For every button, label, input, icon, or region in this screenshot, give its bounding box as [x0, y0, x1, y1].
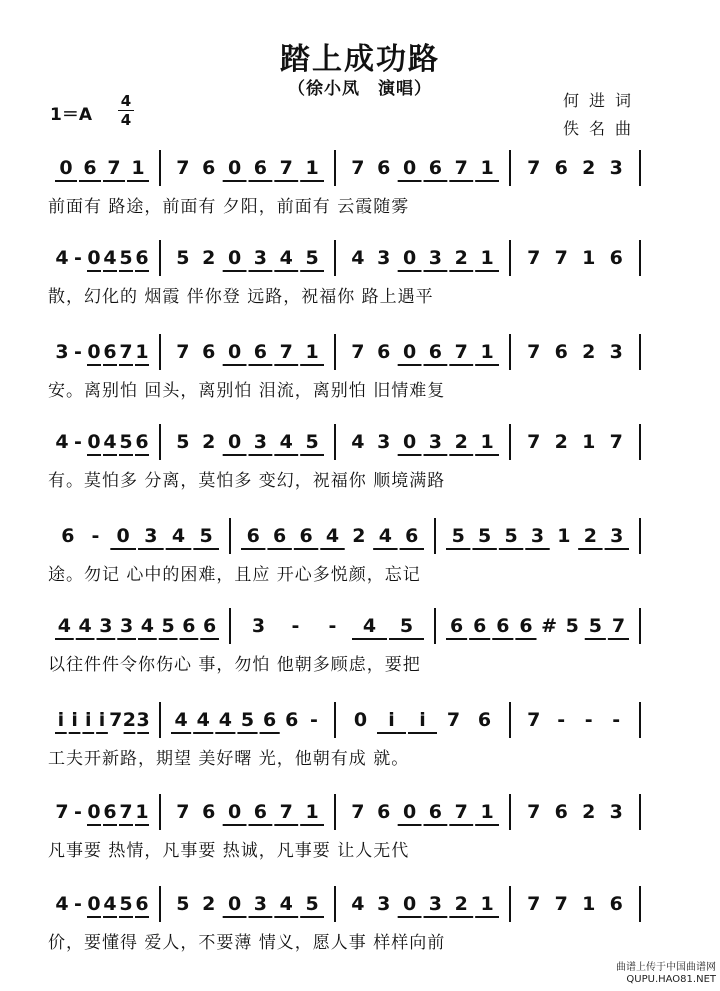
watermark	[616, 962, 716, 986]
note: 0	[227, 801, 242, 823]
time-signature-top: 4	[120, 92, 132, 110]
note: 7	[454, 341, 468, 363]
note: 1	[305, 801, 319, 823]
note: 6	[202, 157, 216, 179]
note: 6	[135, 247, 149, 269]
note: 0	[402, 157, 417, 179]
key-signature: 1＝A	[50, 105, 92, 125]
note: 6	[609, 893, 623, 915]
note: 7	[554, 893, 568, 915]
lyric-line: 散，幻化的 烟霞 伴你登 远路，祝福你 路上遇平	[48, 287, 434, 307]
note: 5	[305, 247, 319, 269]
note: 4	[351, 431, 365, 453]
note: 1	[582, 893, 596, 915]
note: 6	[554, 341, 568, 363]
time-signature-bottom: 4	[120, 111, 132, 129]
note: i	[98, 709, 106, 731]
note: 6	[203, 615, 217, 637]
note: 5	[161, 615, 175, 637]
lyric-line: 以往件件令你伤心 事，勿怕 他朝多顾虑，要把	[48, 655, 421, 675]
lyric-line: 途。勿记 心中的困难，且应 开心多悦颜，忘记	[48, 565, 421, 585]
note: 6	[253, 801, 268, 823]
note: 3	[136, 709, 150, 731]
note: 3	[609, 801, 623, 823]
note: 0	[402, 893, 417, 915]
note: 2	[202, 247, 216, 269]
note: 4	[55, 247, 69, 269]
note: 7	[351, 157, 365, 179]
note: 2	[454, 431, 468, 453]
note: 3	[144, 525, 158, 547]
note: 4	[196, 709, 210, 731]
note: 1	[582, 247, 596, 269]
note: 7	[611, 615, 626, 637]
note: 3	[428, 893, 443, 915]
note: 5	[240, 709, 255, 731]
note: 3	[377, 893, 391, 915]
note: 2	[582, 801, 596, 823]
note: -	[74, 431, 82, 453]
note: 7	[446, 709, 461, 731]
note: 1	[480, 893, 494, 915]
note: 2	[202, 893, 216, 915]
note: #	[541, 615, 558, 637]
note: 5	[451, 525, 465, 547]
note: i	[388, 709, 395, 731]
note: 6	[554, 157, 568, 179]
note: 5	[504, 525, 518, 547]
note: 4	[378, 525, 392, 547]
note: 0	[59, 157, 73, 179]
note: 7	[279, 157, 293, 179]
note: 6	[103, 801, 117, 823]
note: 0	[87, 893, 101, 915]
note: 4	[103, 247, 117, 269]
note: 4	[103, 893, 117, 915]
notation-system	[55, 150, 640, 186]
note: 1	[305, 157, 319, 179]
note: 6	[263, 709, 277, 731]
note: -	[291, 615, 300, 637]
note: i	[71, 709, 78, 731]
note: 7	[609, 431, 623, 453]
note: 4	[279, 247, 293, 269]
note: -	[328, 615, 337, 637]
note: 5	[176, 431, 190, 453]
notation-system	[61, 518, 640, 554]
note: 1	[480, 801, 494, 823]
note: 4	[55, 431, 69, 453]
note: 5	[305, 431, 319, 453]
note: 6	[473, 615, 487, 637]
lyric-line: 前面有 路途，前面有 夕阳，前面有 云霞随雾	[48, 197, 410, 217]
note: 4	[55, 893, 69, 915]
note: 7	[176, 157, 190, 179]
note: 7	[527, 431, 541, 453]
note: 0	[227, 157, 242, 179]
note: 7	[527, 709, 541, 731]
lyric-line: 凡事要 热情，凡事要 热诚，凡事要 让人无代	[48, 841, 410, 861]
note: 7	[527, 893, 541, 915]
note: 0	[227, 247, 242, 269]
note: 4	[171, 525, 186, 547]
note: 6	[428, 157, 443, 179]
note: 0	[227, 893, 242, 915]
note: i	[419, 709, 426, 731]
song-title: 踏上成功路	[280, 42, 440, 77]
note: 4	[218, 709, 232, 731]
note: -	[309, 709, 318, 731]
notation-system	[55, 334, 640, 370]
note: -	[584, 709, 593, 731]
note: 4	[351, 247, 365, 269]
notation-system	[55, 608, 640, 644]
note: 6	[449, 615, 464, 637]
note: 3	[530, 525, 545, 547]
note: 6	[61, 525, 75, 547]
note: 0	[87, 247, 101, 269]
note: -	[74, 341, 82, 363]
note: 2	[583, 525, 597, 547]
note: 3	[428, 431, 443, 453]
note: 3	[610, 525, 624, 547]
note: 7	[107, 157, 121, 179]
note: 4	[351, 893, 365, 915]
note: 3	[253, 247, 268, 269]
note: 4	[362, 615, 377, 637]
note: 6	[253, 157, 268, 179]
composer-credit: 佚名曲	[563, 119, 642, 138]
lyric-line: 工夫开新路，期望 美好曙 光，他朝有成 就。	[48, 749, 410, 769]
note: 6	[299, 525, 313, 547]
note: 7	[527, 247, 541, 269]
note: 6	[496, 615, 510, 637]
notation-system	[55, 702, 640, 738]
note: 3	[120, 615, 134, 637]
performer-line: （徐小凤 演唱）	[288, 79, 432, 99]
note: 7	[176, 801, 190, 823]
note: 6	[83, 157, 97, 179]
note: 6	[103, 341, 117, 363]
note: 1	[135, 801, 149, 823]
note: 6	[405, 525, 419, 547]
note: 7	[454, 157, 468, 179]
note: 7	[351, 341, 365, 363]
note: 5	[199, 525, 213, 547]
note: 6	[182, 615, 196, 637]
notation-system	[55, 794, 640, 830]
note: 6	[246, 525, 260, 547]
note: 6	[135, 893, 149, 915]
note: 4	[57, 615, 71, 637]
note: 3	[428, 247, 443, 269]
note: 6	[253, 341, 268, 363]
note: 7	[527, 157, 541, 179]
note: 0	[402, 341, 417, 363]
note: 7	[454, 801, 468, 823]
note: 7	[279, 341, 293, 363]
note: 1	[131, 157, 145, 179]
lyric-line: 安。离别怕 回头，离别怕 泪流，离别怕 旧情难复	[48, 381, 446, 401]
note: 1	[480, 247, 494, 269]
note: 0	[402, 247, 417, 269]
note: 6	[554, 801, 568, 823]
note: 2	[454, 893, 468, 915]
note: 1	[480, 431, 494, 453]
note: 0	[227, 341, 242, 363]
note: 5	[399, 615, 414, 637]
note: 3	[609, 341, 623, 363]
note: -	[557, 709, 566, 731]
note: 4	[103, 431, 117, 453]
note: 2	[202, 431, 216, 453]
note: -	[74, 247, 82, 269]
note: -	[91, 525, 100, 547]
note: 5	[176, 247, 190, 269]
note: 6	[377, 341, 391, 363]
note: 1	[135, 341, 149, 363]
note: 6	[428, 801, 443, 823]
note: 2	[554, 431, 568, 453]
note: 1	[480, 341, 494, 363]
note: 0	[87, 801, 101, 823]
note: 1	[305, 341, 319, 363]
note: 4	[174, 709, 188, 731]
note: 1	[557, 525, 571, 547]
notation-system	[55, 240, 640, 276]
note: i	[85, 709, 92, 731]
note: 5	[565, 615, 579, 637]
note: 6	[273, 525, 287, 547]
note: 7	[55, 801, 69, 823]
note: 4	[325, 525, 340, 547]
note: 4	[279, 893, 293, 915]
note: 3	[377, 431, 391, 453]
note: 0	[227, 431, 242, 453]
note: 5	[588, 615, 602, 637]
note: 4	[279, 431, 293, 453]
note: 1	[582, 431, 596, 453]
note: 3	[253, 893, 268, 915]
note: 0	[402, 431, 417, 453]
lyricist-credit: 何进词	[563, 91, 642, 110]
watermark-line-2: QUPU.HAO81.NET	[626, 974, 716, 985]
note: 5	[119, 431, 133, 453]
note: 2	[122, 709, 137, 731]
note: 7	[279, 801, 293, 823]
note: 6	[377, 157, 391, 179]
note: 6	[135, 431, 149, 453]
note: 7	[119, 801, 133, 823]
note: 0	[116, 525, 130, 547]
note: 6	[609, 247, 623, 269]
note: 0	[87, 431, 101, 453]
note: 5	[119, 893, 133, 915]
note: 7	[351, 801, 365, 823]
lyric-line: 价，要懂得 爱人，不要薄 情义，愿人事 样样向前	[48, 933, 446, 953]
note: 3	[251, 615, 266, 637]
note: 7	[527, 341, 541, 363]
note: 5	[478, 525, 492, 547]
note: 2	[582, 157, 596, 179]
note: 2	[454, 247, 468, 269]
lyric-line: 有。莫怕多 分离，莫怕多 变幻，祝福你 顺境满路	[48, 471, 446, 491]
note: -	[612, 709, 621, 731]
note: 4	[78, 615, 92, 637]
note: 0	[87, 341, 101, 363]
note: 7	[109, 709, 123, 731]
note: 7	[554, 247, 568, 269]
watermark-line-1: 曲谱上传于中国曲谱网	[616, 962, 716, 973]
note: -	[74, 801, 82, 823]
note: 7	[176, 341, 190, 363]
note: 5	[305, 893, 319, 915]
note: 5	[176, 893, 190, 915]
note: 7	[119, 341, 133, 363]
notation-system	[55, 886, 640, 922]
note: 6	[377, 801, 391, 823]
note: 6	[428, 341, 443, 363]
note: 2	[352, 525, 366, 547]
note: 0	[353, 709, 368, 731]
note: 5	[119, 247, 133, 269]
note: 1	[480, 157, 494, 179]
note: 6	[477, 709, 492, 731]
note: 0	[402, 801, 417, 823]
note: 3	[99, 615, 113, 637]
note: 3	[609, 157, 623, 179]
note: -	[74, 893, 82, 915]
notation-system	[55, 424, 640, 460]
note: 6	[285, 709, 299, 731]
note: 7	[527, 801, 541, 823]
note: i	[57, 709, 65, 731]
note: 6	[202, 801, 216, 823]
note: 2	[582, 341, 596, 363]
note: 3	[377, 247, 391, 269]
note: 3	[55, 341, 69, 363]
note: 4	[140, 615, 154, 637]
note: 6	[519, 615, 533, 637]
note: 6	[202, 341, 216, 363]
note: 3	[253, 431, 268, 453]
